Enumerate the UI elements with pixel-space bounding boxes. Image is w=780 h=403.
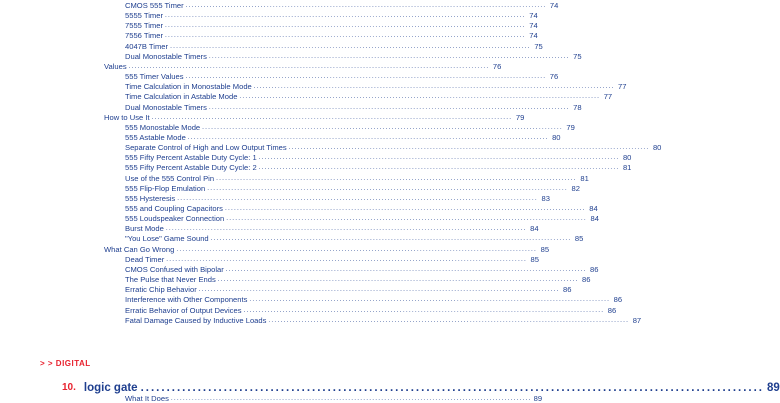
leader-dots: ........................................................................................................................ [170,395,532,402]
leader-dots: ........................................................................................................................ [176,245,538,253]
toc-entry[interactable] [125,143,662,153]
leader-dots: ........................................................................................................................ [268,316,630,324]
toc-entry-page: 84 [530,224,539,234]
leader-dots: ........................................................................................................................ [224,205,586,212]
toc-entry[interactable] [125,204,598,214]
toc-entry-label: 555 Hysteresis [125,193,176,203]
toc-entry-page: 75 [534,41,543,51]
toc-entry-label: The Pulse that Never Ends [125,275,216,285]
toc-entry-label: 4047B Timer [125,41,169,51]
toc-section-entry[interactable] [104,244,550,255]
toc-entry-label: 555 Fifty Percent Astable Duty Cycle: 2 [125,163,257,173]
toc-entry-label: Dual Monostable Timers [125,102,207,112]
toc-entry-page: 74 [529,11,538,21]
toc-entry-page: 76 [492,61,502,71]
toc-entry-label: 555 Loudspeaker Connection [125,214,225,224]
leader-dots: ........................................................................................................................ [208,103,570,111]
toc-entry-page: 86 [607,305,617,315]
toc-entry[interactable] [125,183,580,194]
toc-entry-label: 555 Timer Values [125,72,184,82]
leader-dots: ........................................................................................................................ [258,154,620,162]
toc-section-entry[interactable] [104,61,502,72]
toc-entry[interactable] [125,193,550,204]
toc-entry-page: 74 [529,21,538,31]
toc-entry-page: 83 [541,193,550,203]
leader-dots: ........................................................................................................................ [226,215,587,223]
toc-entry-page: 77 [603,92,613,102]
leader-dots: ........................................................................................................................ [170,42,531,50]
toc-entry[interactable] [125,214,599,224]
leader-dots: ........................................................................................................................ [239,93,601,101]
toc-entry-page: 74 [549,1,559,10]
toc-entry[interactable] [125,224,539,234]
toc-entry-cut[interactable] [125,394,543,403]
toc-entry[interactable] [125,234,584,244]
leader-dots: ........................................................................................................................ [288,144,650,152]
leader-dots: ........................................................................................................................ [165,12,526,20]
toc-entry-page: 78 [573,102,582,112]
leader-dots: ........................................................................................................................ [243,306,605,314]
toc-entry-label: "You Lose" Game Sound [125,234,209,244]
toc-entry-label: Values [104,61,127,71]
toc-entry-page: 81 [622,163,632,173]
toc-entry-label: Burst Mode [125,224,164,234]
toc-entry-page: 85 [574,234,584,244]
toc-entry[interactable] [125,122,575,133]
leader-dots: ........................................................................................................................ [208,52,570,60]
toc-entry-page: 86 [582,275,591,285]
toc-entry-page: 75 [573,51,582,61]
toc-entry-label: Dual Monostable Timers [125,51,207,61]
toc-entry-label: 555 Monostable Mode [125,122,201,132]
leader-dots: ........................................................................................................................ [165,225,527,233]
toc-entry-page: 80 [552,132,561,142]
toc-entry[interactable] [125,254,539,265]
leader-dots: ........................................................................................................................ [151,113,513,121]
toc-entry[interactable] [125,21,538,31]
toc-entry-label: Erratic Behavior of Output Devices [125,305,242,315]
leader-dots: ........................................................................................................................ [187,133,549,141]
chapter-title: logic gate [83,382,138,394]
toc-entry-page: 87 [632,315,642,325]
toc-entry[interactable] [125,31,538,41]
leader-dots: ........................................................................................................................ [216,174,577,182]
leader-dots: ........................................................................................................................ [249,296,611,304]
leader-dots: ........................................................................................................................ [177,194,538,202]
section-heading-digital: > > DIGITAL [40,359,91,368]
toc-entry-page: 80 [652,143,662,153]
leader-dots: ........................................................................................................................ [207,184,568,192]
toc-entry-label: Time Calculation in Monostable Mode [125,82,252,92]
toc-entry-page: 85 [540,244,550,254]
leader-dots: ........................................................................................................................ [210,235,572,243]
toc-entry-page: 86 [590,264,599,274]
toc-entry[interactable] [125,264,599,275]
leader-dots: ........................................................................................................................ [185,2,547,9]
leader-dots: ........................................................................................................................ [166,255,527,263]
leader-dots: ........................................................................................................................ [165,22,526,30]
toc-entry[interactable] [125,92,613,102]
toc-entry-label: Interference with Other Components [125,295,248,305]
leader-dots: ........................................................................................................................ [202,123,563,131]
toc-entry-label: CMOS Confused with Bipolar [125,264,224,274]
toc-entry-page: 79 [515,112,525,122]
toc-entry-label: 555 and Coupling Capacitors [125,204,223,213]
leader-dots: ........................................................................................................................ [225,265,587,273]
toc-entry-page: 85 [530,254,539,264]
toc-entry[interactable] [125,315,642,326]
toc-entry[interactable] [125,285,572,295]
toc-entry-page: 86 [613,295,623,305]
toc-entry-page: 89 [533,394,543,403]
toc-entry-label: Time Calculation in Astable Mode [125,92,238,102]
toc-entry[interactable] [125,173,589,184]
toc-entry[interactable] [125,163,632,173]
toc-entry-label: 5555 Timer [125,11,163,21]
toc-entry-page: 77 [618,82,627,92]
toc-entry-label: How to Use It [104,112,150,122]
toc-entry-page: 76 [549,72,559,82]
toc-entry-label: Separate Control of High and Low Output Times [125,143,287,153]
toc-entry-page: 80 [622,153,632,163]
toc-entry-label: Erratic Chip Behavior [125,285,197,295]
leader-dots: ........................................................................................................................ [128,62,490,70]
toc-entry[interactable] [125,72,559,82]
toc-entry[interactable] [125,11,538,21]
toc-entry-page: 74 [529,31,538,41]
toc-entry-label: 555 Flip-Flop Emulation [125,183,206,193]
toc-entry-label: 7556 Timer [125,31,163,41]
leader-dots: ........................................................................................................................ [253,83,615,91]
chapter-number: 10. [62,382,76,393]
toc-section-entry[interactable] [104,112,525,123]
toc-entry[interactable] [125,51,582,62]
toc-entry-label: 555 Fifty Percent Astable Duty Cycle: 1 [125,153,257,163]
toc-entry[interactable] [125,305,617,316]
toc-entry[interactable] [125,82,627,92]
toc-entry-label: What It Does [125,394,169,403]
leader-dots: ........................................................................................................................ [185,73,547,81]
toc-entry-label: CMOS 555 Timer [125,1,184,10]
leader-dots: ........................................................................................................................ [217,276,579,284]
chapter-page: 89 [767,382,780,394]
toc-entry-page: 81 [580,173,589,183]
toc-entry-label: Use of the 555 Control Pin [125,173,215,183]
toc-entry-page: 82 [571,183,580,193]
toc-entry-label: Dead Timer [125,254,165,264]
leader-dots: ........................................................................................................................ [165,32,526,40]
toc-entry-label: 555 Astable Mode [125,132,186,142]
toc-entry-page: 86 [563,285,572,295]
toc-entry-page: 79 [566,122,575,132]
toc-entry[interactable] [125,153,632,163]
toc-entry-label: 7555 Timer [125,21,163,31]
toc-entry[interactable] [125,41,543,52]
chapter-entry[interactable] [62,381,780,395]
toc-entry-label: Fatal Damage Caused by Inductive Loads [125,315,267,325]
toc-entry[interactable] [125,132,561,143]
toc-entry[interactable] [125,295,623,305]
leader-dots: ........................................................................................................................ [198,286,560,294]
toc-entry-page: 84 [590,214,599,224]
toc-entry-page: 84 [589,204,598,213]
leader-dots: ........................................................................................................................ [258,164,620,172]
toc-entry-label: What Can Go Wrong [104,244,175,254]
toc-entry[interactable] [125,275,591,285]
toc-entry[interactable] [125,1,559,11]
leader-dots: ........................................................................................................................ [140,382,765,394]
toc-entry[interactable] [125,102,582,113]
